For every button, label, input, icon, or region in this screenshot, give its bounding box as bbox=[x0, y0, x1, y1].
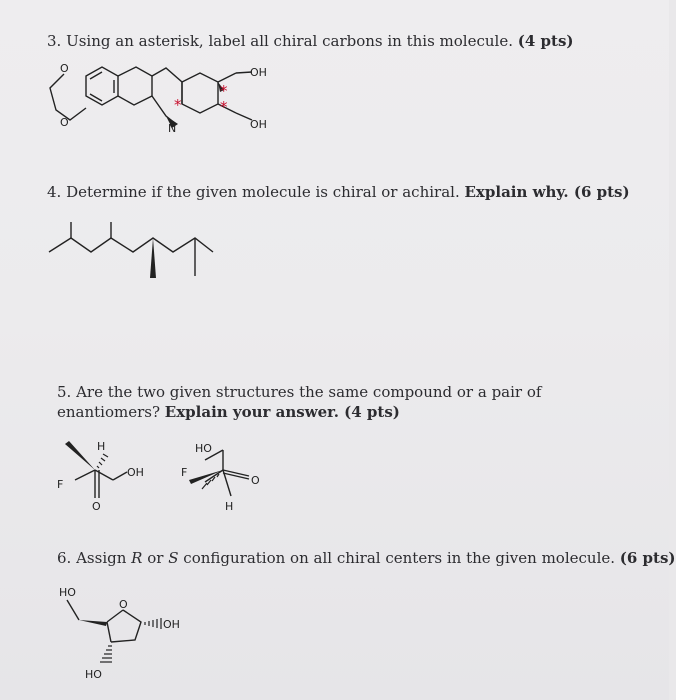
label-left-o: O bbox=[92, 500, 101, 513]
label-o-bottom: O bbox=[60, 116, 69, 129]
question-5-right-structure bbox=[175, 440, 285, 520]
question-5-left-structure bbox=[55, 436, 165, 516]
label-o-ring: O bbox=[119, 598, 128, 611]
label-ho-bottom: HO bbox=[85, 668, 102, 681]
label-right-o: O bbox=[251, 474, 260, 487]
question-3-prompt: 3. Using an asterisk, label all chiral carbons in this molecule. (4 pts) bbox=[47, 32, 574, 50]
label-oh-top: OH bbox=[250, 66, 267, 79]
label-left-oh: OH bbox=[127, 466, 144, 479]
label-oh-bottom: OH bbox=[250, 118, 267, 131]
question-6-molecule bbox=[55, 582, 215, 682]
label-right-ho: HO bbox=[195, 442, 212, 455]
svg-text:*: * bbox=[220, 98, 228, 116]
question-6-prompt: 6. Assign R or S configuration on all chiral centers in the given molecule. (6 pts) bbox=[57, 549, 676, 567]
svg-text:*: * bbox=[174, 96, 182, 114]
question-5-prompt: 5. Are the two given structures the same compound or a pair of enantiomers? Explain your answer. (4 pts) bbox=[57, 383, 542, 421]
svg-text:*: * bbox=[220, 82, 228, 100]
label-n: N bbox=[168, 122, 177, 135]
label-left-f: F bbox=[57, 478, 64, 491]
label-right-f: F bbox=[181, 466, 188, 479]
label-left-h: H bbox=[97, 440, 106, 453]
question-3-molecule bbox=[40, 58, 300, 142]
question-4-molecule bbox=[45, 220, 235, 290]
question-4-prompt: 4. Determine if the given molecule is chiral or achiral. Explain why. (6 pts) bbox=[47, 183, 630, 201]
label-o-top: O bbox=[60, 62, 69, 75]
label-right-h: H bbox=[225, 500, 234, 513]
label-ho-top: HO bbox=[59, 586, 76, 599]
label-oh: OH bbox=[163, 618, 180, 631]
